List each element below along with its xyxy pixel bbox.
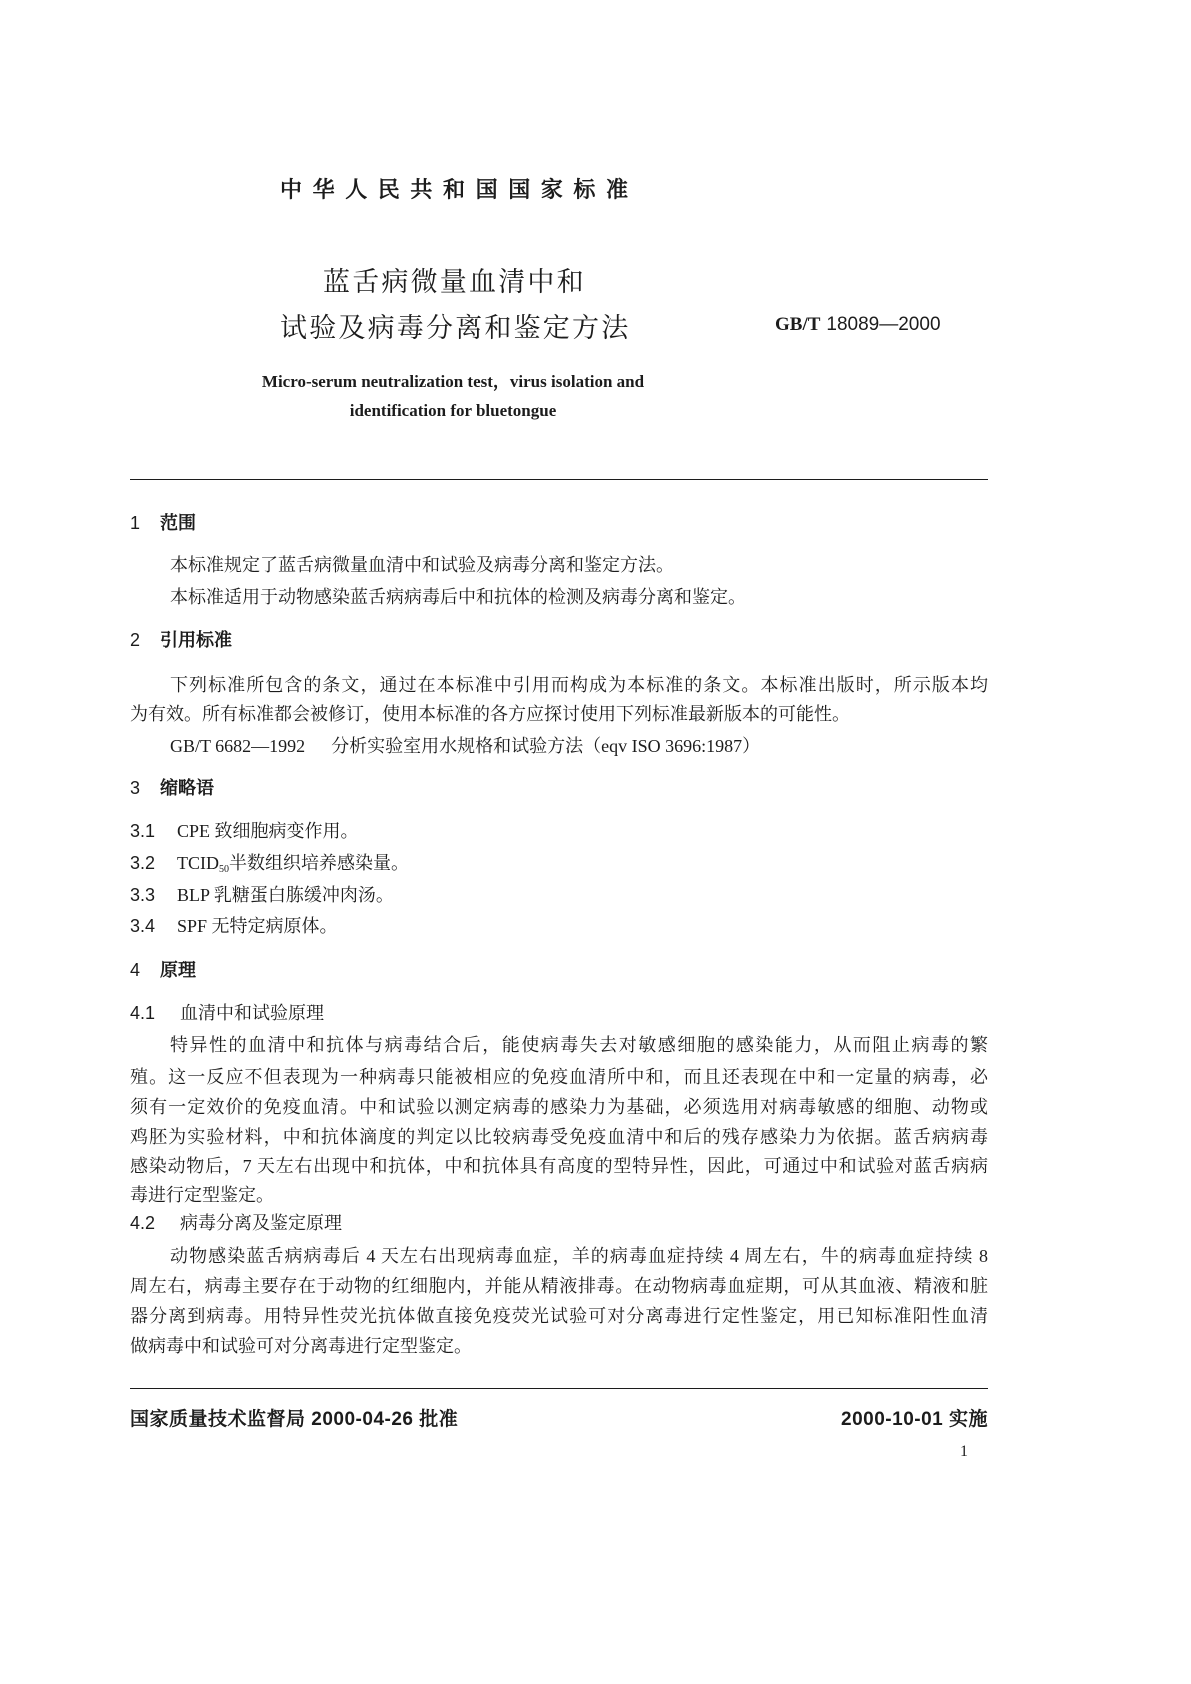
section-4-number: 4 xyxy=(130,960,141,980)
standard-code-number: 18089—2000 xyxy=(826,314,941,335)
subsection-4-1-line: 感染动物后，7 天左右出现中和抗体，中和抗体具有高度的型特异性，因此，可通过中和试验对蓝舌病病 xyxy=(130,1156,988,1176)
subsection-4-1-line: 须有一定效价的免疫血清。中和试验以测定病毒的感染力为基础，必须选用对病毒敏感的细胞、动物或 xyxy=(130,1097,988,1117)
standard-title-line-1: 蓝舌病微量血清中和 xyxy=(323,267,586,297)
page-number: 1 xyxy=(960,1443,968,1460)
abbreviation-subscript: 50 xyxy=(219,864,229,875)
normative-reference xyxy=(170,731,760,761)
section-1-number: 1 xyxy=(130,513,141,533)
section-3-title: 缩略语 xyxy=(160,778,214,798)
section-3-number: 3 xyxy=(130,778,141,798)
abbreviation-meaning: 半数组织培养感染量。 xyxy=(229,853,409,873)
section-2-paragraph-line: 下列标准所包含的条文，通过在本标准中引用而构成为本标准的条文。本标准出版时，所示版本均 xyxy=(170,675,988,695)
abbreviation-number: 3.2 xyxy=(130,853,156,873)
abbreviation-definition: SPF 无特定病原体。 xyxy=(177,916,338,936)
subsection-4-1-line: 特异性的血清中和抗体与病毒结合后，能使病毒失去对敏感细胞的感染能力，从而阻止病毒的繁 xyxy=(170,1035,988,1055)
subsection-4-1-title: 血清中和试验原理 xyxy=(180,1003,324,1023)
abbreviation-term: TCID xyxy=(177,853,219,873)
section-2-paragraph-line: 为有效。所有标准都会被修订，使用本标准的各方应探讨使用下列标准最新版本的可能性。 xyxy=(130,704,850,724)
section-1-title: 范围 xyxy=(160,513,196,533)
top-divider xyxy=(130,479,988,480)
abbreviation-number: 3.3 xyxy=(130,885,156,905)
effective-statement: 2000-10-01 实施 xyxy=(841,1409,988,1430)
abbreviation-definition: CPE 致细胞病变作用。 xyxy=(177,821,359,841)
subsection-4-1-line: 鸡胚为实验材料，中和抗体滴度的判定以比较病毒受免疫血清中和后的残存感染力为依据。蓝舌病病毒 xyxy=(130,1127,988,1147)
english-title-line-1: Micro-serum neutralization test，virus isolation and xyxy=(261,372,645,391)
abbreviation-number: 3.4 xyxy=(130,916,156,936)
reference-code: GB/T 6682—1992 xyxy=(170,736,306,756)
section-4-title: 原理 xyxy=(160,960,196,980)
section-2-title: 引用标准 xyxy=(160,630,232,650)
reference-title: 分析实验室用水规格和试验方法（eqv ISO 3696:1987） xyxy=(331,736,761,756)
bottom-divider xyxy=(130,1388,988,1389)
section-2-number: 2 xyxy=(130,630,141,650)
section-1-paragraph: 本标准规定了蓝舌病微量血清中和试验及病毒分离和鉴定方法。 xyxy=(170,555,674,575)
subsection-4-2-number: 4.2 xyxy=(130,1213,156,1233)
english-title-line-2: identification for bluetongue xyxy=(349,401,557,420)
national-standard-header: 中华人民共和国国家标准 xyxy=(280,177,639,202)
subsection-4-1-line: 殖。这一反应不但表现为一种病毒只能被相应的免疫血清所中和，而且还表现在中和一定量的病毒，必 xyxy=(130,1067,988,1087)
subsection-4-2-title: 病毒分离及鉴定原理 xyxy=(180,1213,342,1233)
standard-code-prefix: GB/T xyxy=(775,314,821,335)
standard-title-line-2: 试验及病毒分离和鉴定方法 xyxy=(280,313,631,343)
subsection-4-2-line: 器分离到病毒。用特异性荧光抗体做直接免疫荧光试验可对分离毒进行定性鉴定，用已知标准阳性血清 xyxy=(130,1306,988,1326)
approval-statement: 国家质量技术监督局 2000-04-26 批准 xyxy=(130,1409,459,1430)
subsection-4-2-line: 动物感染蓝舌病病毒后 4 天左右出现病毒血症，羊的病毒血症持续 4 周左右，牛的病毒血症持续 8 xyxy=(170,1246,988,1266)
subsection-4-2-line: 周左右，病毒主要存在于动物的红细胞内，并能从精液排毒。在动物病毒血症期，可从其血液、精液和脏 xyxy=(130,1276,988,1296)
abbreviation-definition: BLP 乳糖蛋白胨缓冲肉汤。 xyxy=(177,885,394,905)
subsection-4-2-line: 做病毒中和试验可对分离毒进行定型鉴定。 xyxy=(130,1336,472,1356)
subsection-4-1-number: 4.1 xyxy=(130,1003,156,1023)
abbreviation-number: 3.1 xyxy=(130,821,156,841)
standard-code xyxy=(775,311,941,339)
section-1-paragraph: 本标准适用于动物感染蓝舌病病毒后中和抗体的检测及病毒分离和鉴定。 xyxy=(170,587,746,607)
abbreviation-definition xyxy=(177,848,409,878)
subsection-4-1-line: 毒进行定型鉴定。 xyxy=(130,1185,274,1205)
